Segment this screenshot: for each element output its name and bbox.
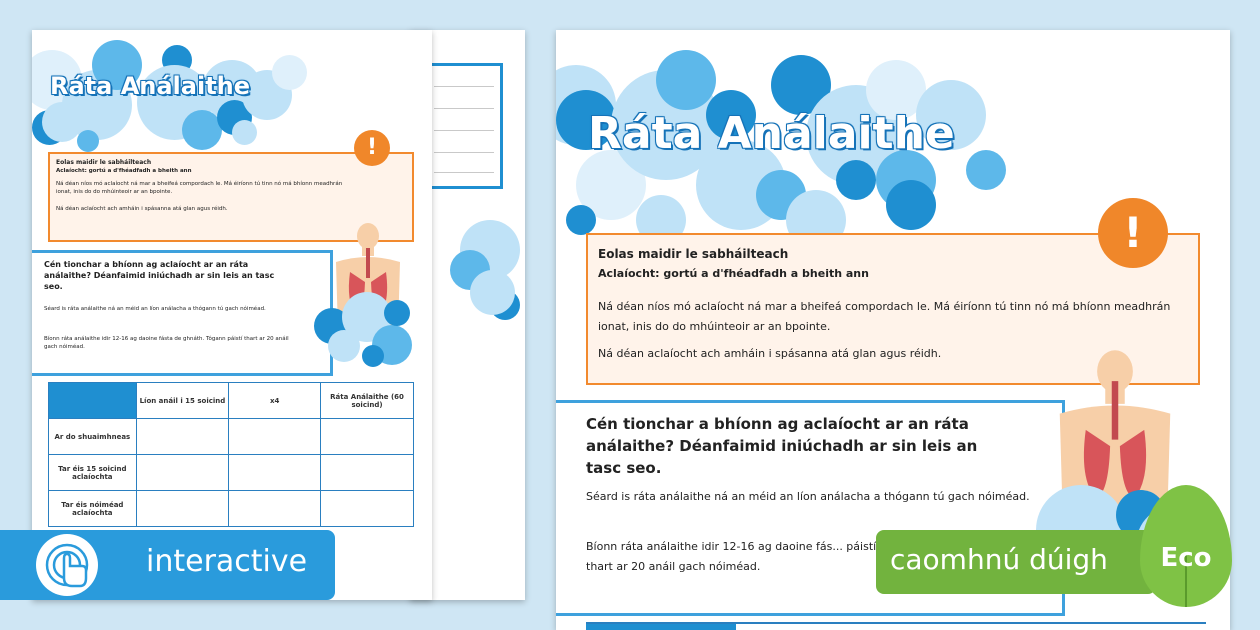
interactive-label: interactive	[146, 544, 308, 579]
table-cell[interactable]	[321, 455, 414, 491]
left-safety-para2: Ná déan aclaíocht ach amháin i spásanna atá glan agus réidh.	[56, 206, 228, 212]
right-safety-heading: Eolas maidir le sabháilteach	[598, 247, 789, 261]
eco-badge[interactable]	[876, 530, 1156, 594]
left-info1: Séard is ráta análaithe ná an méid an líon análacha a thógann tú gach nóiméad.	[44, 306, 266, 312]
left-title: Ráta Análaithe	[50, 72, 251, 100]
table-cell[interactable]	[229, 419, 321, 455]
left-data-table	[48, 382, 414, 527]
right-table-header	[586, 622, 1206, 630]
eco-leaf-label: Eco	[1160, 543, 1212, 573]
table-header-3: Ráta Análaithe (60 soicind)	[321, 383, 414, 419]
lined-box	[425, 63, 503, 189]
left-safety-para1: Ná déan níos mó aclaíocht ná mar a bheifeá compordach le. Má éiríonn tú tinn nó má bhíonn meadhrán ionat, inis do do mhúinteoir ar an bpointe.	[56, 181, 343, 195]
table-header-2: x4	[229, 383, 321, 419]
eco-label: caomhnú dúigh	[890, 543, 1108, 576]
table-header-1: Líon anáil i 15 soicind	[136, 383, 229, 419]
interactive-badge[interactable]	[0, 530, 335, 600]
table-cell[interactable]	[136, 455, 229, 491]
table-row-label: Tar éis nóiméad aclaíochta	[49, 491, 137, 527]
left-document-page	[32, 30, 432, 600]
right-safety-para1: Ná déan níos mó aclaíocht ná mar a bheifeá compordach le. Má éiríonn tú tinn nó má bhíonn meadhrán ionat, inis do do mhúinteoir ar an bpointe.	[598, 300, 1171, 333]
table-cell[interactable]	[136, 419, 229, 455]
table-cell[interactable]	[136, 491, 229, 527]
right-warning-icon: !	[1098, 198, 1168, 268]
table-cell[interactable]	[229, 455, 321, 491]
right-info2: Bíonn ráta análaithe idir 12-16 ag daoine fás... páistí thart ar 20 anáil gach nóiméad.	[586, 540, 877, 573]
left-question-box	[32, 250, 333, 376]
left-warning-icon: !	[354, 130, 390, 166]
right-info1: Séard is ráta análaithe ná an méid an líon análacha a thógann tú gach nóiméad.	[586, 490, 1030, 503]
right-safety-subheading: Aclaíocht: gortú a d'fhéadfadh a bheith ann	[598, 267, 869, 280]
table-cell[interactable]	[321, 419, 414, 455]
table-row-label: Ar do shuaimhneas	[49, 419, 137, 455]
right-question: Cén tionchar a bhíonn ag aclaíocht ar an ráta análaithe? Déanfaimid iniúchadh ar sin leis an tasc seo.	[586, 415, 978, 477]
left-question: Cén tionchar a bhíonn ag aclaíocht ar an ráta análaithe? Déanfaimid iniúchadh ar sin leis an tasc seo.	[44, 260, 275, 291]
left-safety-subheading: Aclaíocht: gortú a d'fhéadfadh a bheith ann	[56, 168, 192, 174]
table-cell[interactable]	[229, 491, 321, 527]
table-header-empty	[49, 383, 137, 419]
left-info2: Bíonn ráta análaithe idir 12-16 ag daoine fásta de ghnáth. Tógann páistí thart ar 20 anáil gach nóiméad.	[44, 336, 289, 350]
right-safety-para2: Ná déan aclaíocht ach amháin i spásanna atá glan agus réidh.	[598, 347, 942, 360]
table-cell[interactable]	[321, 491, 414, 527]
touch-icon	[36, 534, 98, 596]
table-row-label: Tar éis 15 soicind aclaíochta	[49, 455, 137, 491]
right-title: Ráta Análaithe	[588, 108, 955, 159]
left-safety-heading: Eolas maidir le sabháilteach	[56, 159, 152, 166]
